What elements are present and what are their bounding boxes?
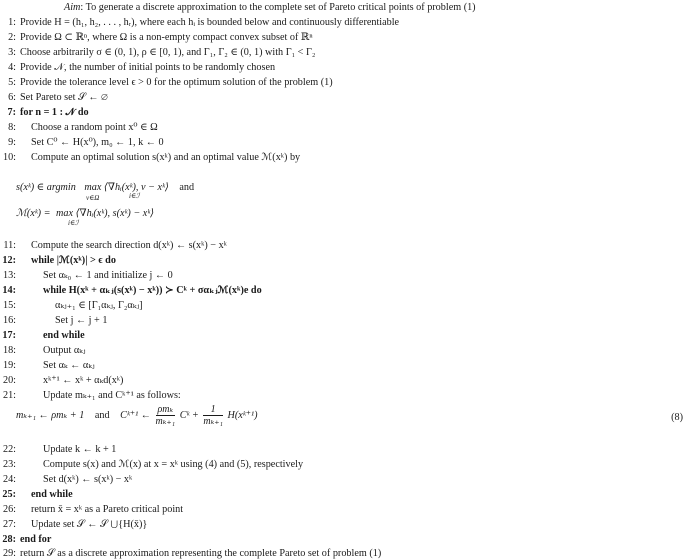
alg-line-22: 22: Update k ← k + 1 [2,444,117,455]
alg-line-27: 27: Update set 𝒮 ← 𝒮 ⋃{H(x̄)} [2,519,148,530]
alg-line-24: 24: Set d(xᵏ) ← s(xᵏ) − xᵏ [2,474,133,485]
alg-line-9: 9: Set C⁰ ← H(x⁰), m₀ ← 1, k ← 0 [8,137,164,148]
aim-text: : To generate a discrete approximation to the complete set of Pareto critical points of problem (1) [80,2,476,13]
alg-line-25: 25: end while [2,489,73,500]
alg-line-14: 14: while H(xᵏ + αₖⱼ(s(xᵏ) − xᵏ)) ≻ Cᵏ + σαₖⱼℳ(xᵏ)e do [2,285,262,296]
aim-statement [64,2,476,13]
alg-line-15: 15: αₖⱼ₊₁ ∈ [Γ₁αₖⱼ, Γ₂αₖⱼ] [2,300,143,311]
fraction-rho-m: $\frac{\text{ρmₖ}}{\text{mₖ₊₁}}$ [155,404,176,428]
alg-line-29: 29: return 𝒮 as a discrete approximation representing the complete Pareto set of problem (1) [2,548,382,559]
equation-number: (8) [671,412,683,423]
alg-line-26: 26: return x̄ = xᵏ as a Pareto critical point [2,504,184,515]
equation-argmin: s(xᵏ) ∈ argmin v∈Ω max i∈ℐ ⟨∇hᵢ(xᵏ), v − xᵏ⟩ and [16,182,195,202]
alg-line-6: 6: Set Pareto set 𝒮 ← ∅ [8,92,108,103]
alg-line-28: 28: end for [2,534,52,545]
fraction-one-over-m: $\frac{1}{\text{mₖ₊₁}}$ [203,404,223,428]
alg-line-11: 11: Compute the search direction d(xᵏ) ← s(xᵏ) − xᵏ [3,240,227,251]
alg-line-1: 1: Provide H = (h₁, h₂, . . . , hᵣ), where each hᵢ is bounded below and continuously differentiable [8,17,400,28]
alg-line-23: 23: Compute s(x) and ℳ(x) at x = xᵏ using (4) and (5), respectively [2,459,304,470]
alg-line-18: 18: Output αₖⱼ [2,345,86,356]
alg-line-10: 10: Compute an optimal solution s(xᵏ) and an optimal value ℳ(xᵏ) by [2,152,301,163]
alg-line-13: 13: Set αₖ₀ ← 1 and initialize j ← 0 [2,270,173,281]
equation-update: mₖ₊₁ ← ρmₖ + 1 and Cᵏ⁺¹ ← $\frac{\text{ρmₖ}}{\text{mₖ₊₁}}$ Cᵏ + $\frac{1}{\text{mₖ₊₁}}$ H(xᵏ⁺¹) [16,404,258,428]
alg-line-8: 8: Choose a random point x⁰ ∈ Ω [8,122,158,133]
alg-line-12: 12: while |ℳ(xᵏ)| > ϵ do [2,255,116,266]
alg-line-20: 20: xᵏ⁺¹ ← xᵏ + αₖd(xᵏ) [2,375,124,386]
alg-line-7: 7: for n = 1 : 𝒩 do [7,107,89,118]
alg-line-4: 4: Provide 𝒩, the number of initial points to be randomly chosen [8,62,276,73]
alg-line-5: 5: Provide the tolerance level ϵ > 0 for the optimum solution of the problem (1) [8,77,333,88]
alg-line-2: 2: Provide Ω ⊂ ℝⁿ, where Ω is a non-empty compact convex subset of ℝⁿ [8,32,313,43]
alg-line-3: 3: Choose arbitrarily σ ∈ (0, 1), ρ ∈ [0, 1), and Γ₁, Γ₂ ∈ (0, 1) with Γ₁ < Γ₂ [8,47,316,58]
equation-merit: ℳ(xᵏ) = max i∈ℐ ⟨∇hᵢ(xᵏ), s(xᵏ) − xᵏ⟩ [16,208,155,227]
alg-line-17: 17: end while [2,330,85,341]
aim-label: Aim [64,2,81,13]
alg-line-21: 21: Update mₖ₊₁ and Cᵏ⁺¹ as follows: [2,390,181,401]
alg-line-16: 16: Set j ← j + 1 [2,315,108,326]
alg-line-19: 19: Set αₖ ← αₖⱼ [2,360,95,371]
